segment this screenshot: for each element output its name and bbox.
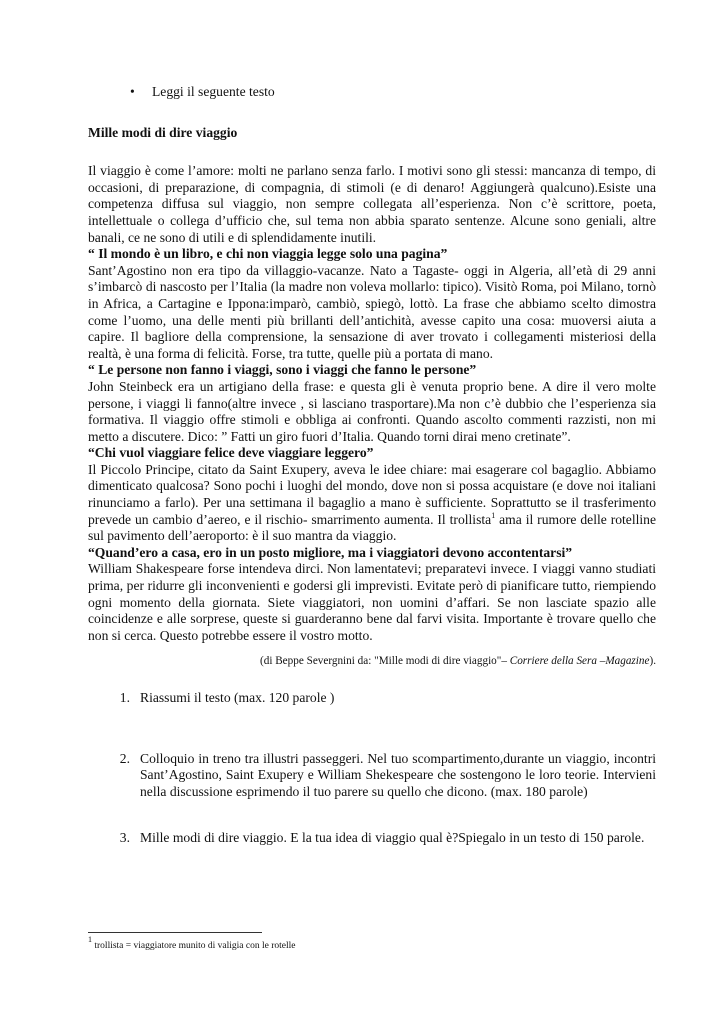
task-item xyxy=(88,830,656,847)
task-number: 2. xyxy=(119,750,130,766)
section-paragraph: John Steinbeck era un artigiano della frase: e questa gli è venuta proprio bene. A dire il vero molte persone, i viaggi li fanno(altre invece , si lasciano trasportare).Ma non c’è dubbio che l’esperienza sia formativa. Il viaggio offre stimoli e obbliga ai confronti. Quando ascolto commenti razzisti, non mi metto a discutere. Dico: ” Fatti un giro fuori d’Italia. Quando torni dirai meno cretinate”. xyxy=(88,378,656,444)
instruction-bullet xyxy=(88,84,656,101)
citation-prefix: (di Beppe Severgnini da: "Mille modi di dire viaggio"– xyxy=(260,655,510,668)
bullet-icon: • xyxy=(130,84,135,99)
document-title: Mille modi di dire viaggio xyxy=(88,124,238,140)
footnote-text: trollista = viaggiatore munito di valigia con le rotelle xyxy=(92,941,296,951)
section-paragraph xyxy=(88,462,656,545)
magazine-name: Corriere della Sera –Magazine xyxy=(509,655,650,668)
article-text xyxy=(88,163,656,644)
instruction-text: Leggi il seguente testo xyxy=(152,84,275,99)
section-paragraph: William Shakespeare forse intendeva dirci. Non lamentatevi; preparatevi invece. I viaggi vanno studiati prima, per ridurre gli inconvenienti e godersi gli imprevisti. Evitate però di pianificare tutto, riempiendo ogni momento della giornata. Siete viaggiatori, non uomini d’affari. Se non lasciate spazio alle coincidenze e alle sorprese, queste si guarderanno bene dal farvi visita. Importante è trovare quello che non si cerca. Questo potrebbe essere il vostro motto. xyxy=(88,561,656,643)
quote-heading: “Chi vuol viaggiare felice deve viaggiare leggero” xyxy=(88,445,374,461)
task-list xyxy=(88,690,656,847)
quote-heading: “ Il mondo è un libro, e chi non viaggia legge solo una pagina” xyxy=(88,246,448,262)
source-citation xyxy=(88,653,656,670)
document-body xyxy=(88,84,656,867)
footnote xyxy=(88,935,296,951)
intro-paragraph: Il viaggio è come l’amore: molti ne parlano senza farlo. I motivi sono gli stessi: mancanza di tempo, di occasioni, di preparazione, di compagnia, di stimoli (e di denaro! Aggiungerà qualcuno).Esiste una competenza diffusa sul viaggio, non sempre collegata all’esperienza. Non c’è scrittore, poeta, intellettuale o collega d’ufficio che, sul tema non abbia sparato sentenze. Alcune sono geniali, altre banali, ce ne sono di utili e di splendidamente inutili. xyxy=(88,163,656,245)
task-item xyxy=(88,690,656,707)
quote-heading: “Quand’ero a casa, ero in un posto migliore, ma i viaggiatori devono accontentarsi” xyxy=(88,544,573,560)
quote-heading: “ Le persone non fanno i viaggi, sono i viaggi che fanno le persone” xyxy=(88,362,477,378)
task-text: Colloquio in treno tra illustri passeggeri. Nel tuo scompartimento,durante un viaggio, incontri Sant’Agostino, Saint Exupery e William Shekespeare che sostengono le loro teorie. Intervieni nella discussione esprimendo il tuo parere su quello che dicono. (max. 180 parole) xyxy=(140,750,656,799)
task-item xyxy=(88,751,656,801)
task-number: 3. xyxy=(119,830,130,846)
paragraph-text: Il Piccolo Principe, citato da Saint Exupery, aveva le idee chiare: mai esagerare col bagaglio. Abbiamo dimenticato qualcosa? Sono pochi i luoghi del mondo, dove non si possa acquistare (e dove noi italiani rinunciamo a farlo). Per una settimana il bagaglio a mano è sufficiente. Soprattutto se il trasferimento prevede un cambio d’aereo, e il rischio- smarrimento aumenta. Il trollista xyxy=(88,461,656,527)
section-paragraph: Sant’Agostino non era tipo da villaggio-vacanze. Nato a Tagaste- oggi in Algeria, all’età di 29 anni s’imbarcò di nascosto per l’Italia (la madre non voleva mollarlo: tipico). Visitò Roma, poi Milano, tornò in Africa, a Cartagine e Ippona:imparò, cambiò, spiegò, lottò. La frase che abbiamo scelto dimostra come l’uomo, una delle menti più brillanti dell’antichità, avesse capito una cosa: muoversi aiuta a capire. Il bagliore della comprensione, la sensazione di aver trovato i collegamenti misteriosi della realtà, è una forma di felicità. Forse, tra tutte, quelle più a portata di mano. xyxy=(88,262,656,361)
footnote-reference: 1 xyxy=(491,510,496,520)
task-text: Mille modi di dire viaggio. E la tua idea di viaggio qual è?Spiegalo in un testo di 150 parole. xyxy=(140,830,645,846)
footnote-number: 1 xyxy=(88,935,92,944)
citation-suffix: ). xyxy=(649,655,656,668)
task-text: Riassumi il testo (max. 120 parole ) xyxy=(140,690,335,705)
footnote-separator xyxy=(88,932,262,933)
task-number: 1. xyxy=(119,690,130,705)
paragraph-text: ama il rumore delle rotelline sul pavimento dell’aeroporto: è il suo mantra da viaggio. xyxy=(88,511,657,544)
